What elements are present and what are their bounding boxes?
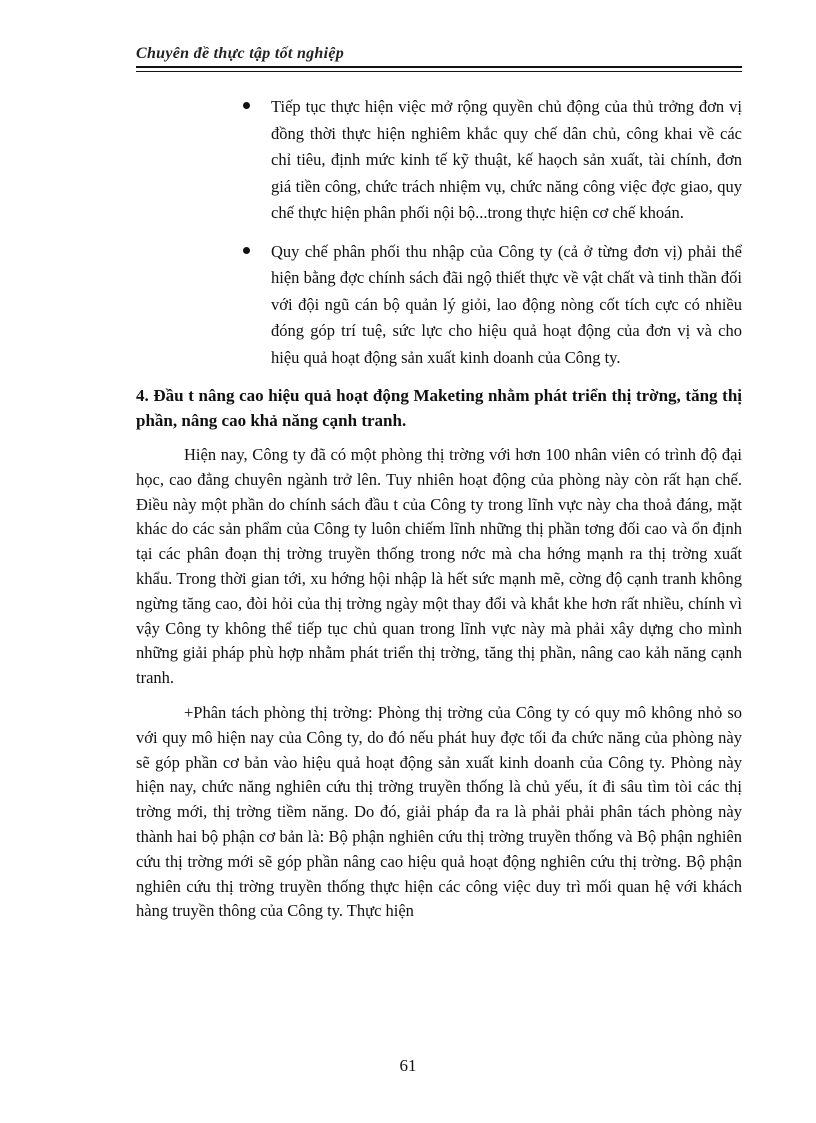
page-number: 61: [399, 1056, 417, 1075]
body-paragraph: Hiện nay, Công ty đã có một phòng thị trờng với hơn 100 nhân viên có trình độ đại học, cao đẳng chuyên ngành trở lên. Tuy nhiên hoạt động của phòng này còn rất hạn chế. Điều này một phần do chính sách đầu t của Công ty trong lĩnh vực này cha thoả đáng, mặt khác do các sản phẩm của Công ty luôn chiếm lĩnh những thị phần tơng đối cao và ổn định tại các phân đoạn thị trờng truyền thống trong nớc mà cha hớng mạnh ra thị trờng xuất khẩu. Trong thời gian tới, xu hớng hội nhập là hết sức mạnh mẽ, cờng độ cạnh tranh không ngừng tăng cao, đòi hỏi của thị trờng ngày một thay đổi và khắt khe hơn rất nhiều, chính vì vậy Công ty không thể tiếp tục chủ quan trong lĩnh vực này mà phải xây dựng cho mình những giải pháp phù hợp nhằm phát triển thị trờng, tăng thị phần, nâng cao kảh năng cạnh tranh.: [136, 445, 742, 688]
body-paragraph: +Phân tách phòng thị trờng: Phòng thị trờng của Công ty có quy mô không nhỏ so với quy mô hiện nay của Công ty, do đó nếu phát huy đợc tối đa chức năng của phòng này sẽ góp phần cơ bản vào hiệu quả hoạt động sản xuất kinh doanh của Công ty. Phòng này hiện nay, chức năng nghiên cứu thị trờng truyền thống là chủ yếu, ít đi sâu tìm tòi các thị trờng mới, thị trờng tiềm năng. Do đó, giải pháp đa ra là phải phải phân tách phòng này thành hai bộ phận cơ bản là: Bộ phận nghiên cứu thị trờng truyền thống và Bộ phận nghiên cứu thị trờng mới sẽ góp phần nâng cao hiệu quả hoạt động nghiên cứu thị trờng. Bộ phận nghiên cứu thị trờng truyền thống thực hiện các công việc duy trì mối quan hệ với khách hàng truyền thông của Công ty. Thực hiện: [136, 702, 742, 921]
header-rule-thin: [136, 71, 742, 72]
bullet-text: Quy chế phân phối thu nhập của Công ty (cả ở từng đơn vị) phải thể hiện bằng đợc chính sách đãi ngộ thiết thực về vật chất và tinh thần đối với đội ngũ cán bộ quản lý giỏi, lao động nòng cốt tích cực có nhiều đóng góp trí tuệ, sức lực cho hiệu quả hoạt động của đơn vị và cho hiệu quả hoạt động sản xuất kinh doanh của Công ty.: [271, 241, 742, 367]
section-heading: 4. Đầu t nâng cao hiệu quả hoạt động Maketing nhằm phát triển thị trờng, tăng thị phần, nâng cao khả năng cạnh tranh.: [136, 386, 742, 430]
bullet-dot-icon: [243, 102, 250, 109]
page-content: [136, 94, 742, 934]
bullet-dot-icon: [243, 247, 250, 254]
bullet-item: [271, 94, 742, 227]
bullet-text: Tiếp tục thực hiện việc mở rộng quyền chủ động của thủ trởng đơn vị đồng thời thực hiện nghiêm khắc quy chế dân chủ, công khai về các chỉ tiêu, định mức kinh tế kỹ thuật, kế haọch sản xuất, tài chính, đơn giá tiền công, chức trách nhiệm vụ, chức năng công việc đợc giao, quy chế thực hiện phân phối nội bộ...trong thực hiện cơ chế khoán.: [271, 97, 742, 222]
running-header: Chuyên đề thực tập tốt nghiệp: [136, 45, 345, 62]
header-rule-thick: [136, 66, 742, 68]
bullet-list: [136, 94, 742, 371]
bullet-item: [271, 239, 742, 372]
